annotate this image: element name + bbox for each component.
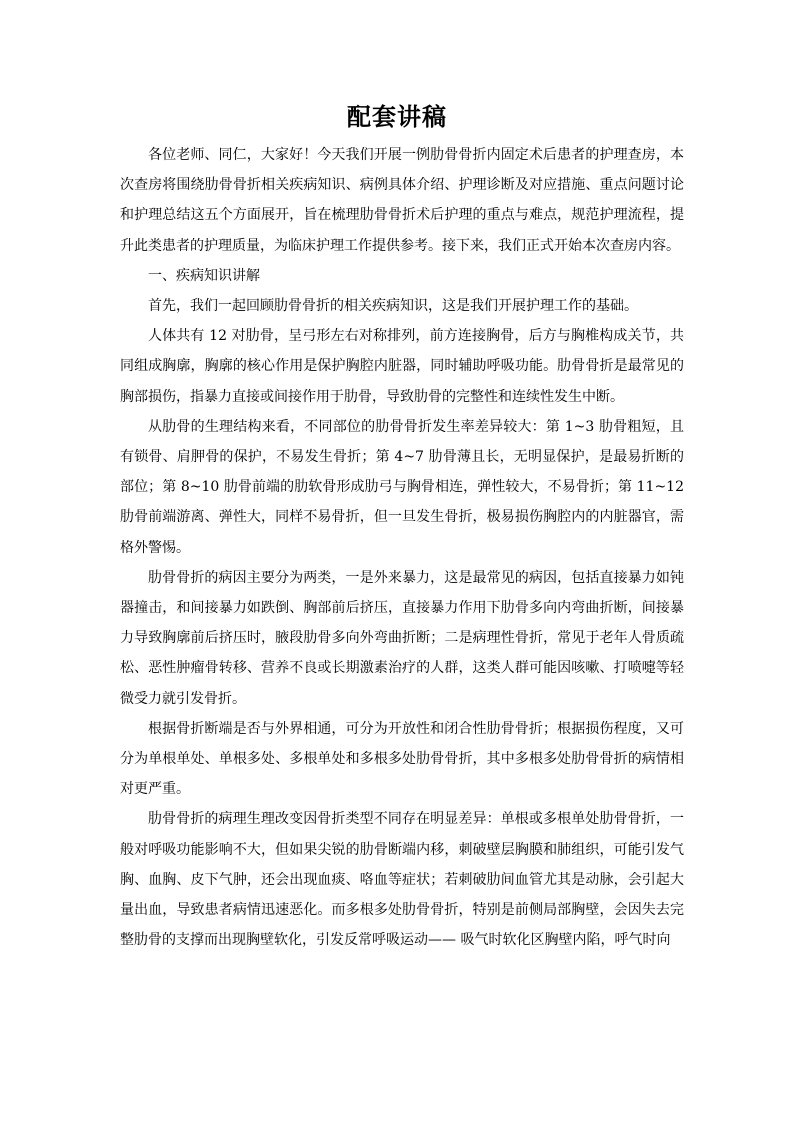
- paragraph: 肋骨骨折的病理生理改变因骨折类型不同存在明显差异：单根或多根单处肋骨骨折，一般对呼吸功能影响不大，但如果尖锐的肋骨断端内移，刺破壁层胸膜和肺组织，可能引发气胸、血胸、皮下气肿，还会出现血痰、咯血等症状；若刺破肋间血管尤其是动脉，会引起大量出血，导致患者病情迅速恶化。而多根多处肋骨骨折，特别是前侧局部胸壁，会因失去完整肋骨的支撑而出现胸壁软化，引发反常呼吸运动—— 吸气时软化区胸壁内陷，呼气时向: [120, 811, 684, 949]
- document-body: [120, 140, 684, 955]
- section-heading: 一、疾病知识讲解: [148, 267, 260, 284]
- paragraph: 从肋骨的生理结构来看，不同部位的肋骨骨折发生率差异较大：第 1~3 肋骨粗短，且有锁骨、肩胛骨的保护，不易发生骨折；第 4~7 肋骨薄且长，无明显保护，是最易折断的部位；第 8~10 肋骨前端的肋软骨形成肋弓与胸骨相连，弹性较大，不易骨折；第 11~12 肋骨前端游离、弹性大，同样不易骨折，但一旦发生骨折，极易损伤胸腔内的内脏器官，需格外警惕。: [120, 418, 684, 556]
- paragraph: 根据骨折断端是否与外界相通，可分为开放性和闭合性肋骨骨折；根据损伤程度，又可分为单根单处、单根多处、多根单处和多根多处肋骨骨折，其中多根多处肋骨骨折的病情相对更严重。: [120, 720, 684, 798]
- paragraph: 首先，我们一起回顾肋骨骨折的相关疾病知识，这是我们开展护理工作的基础。: [148, 298, 638, 315]
- paragraph: 人体共有 12 对肋骨，呈弓形左右对称排列，前方连接胸骨，后方与胸椎构成关节，共同组成胸廓，胸廓的核心作用是保护胸腔内脏器，同时辅助呼吸功能。肋骨骨折是最常见的胸部损伤，指暴力直接或间接作用于肋骨，导致肋骨的完整性和连续性发生中断。: [120, 328, 684, 405]
- paragraph: 肋骨骨折的病因主要分为两类，一是外来暴力，这是最常见的病因，包括直接暴力如钝器撞击，和间接暴力如跌倒、胸部前后挤压，直接暴力作用下肋骨多向内弯曲折断，间接暴力导致胸廓前后挤压时，腋段肋骨多向外弯曲折断；二是病理性骨折，常见于老年人骨质疏松、恶性肿瘤骨转移、营养不良或长期激素治疗的人群，这类人群可能因咳嗽、打喷嚏等轻微受力就引发骨折。: [120, 569, 684, 707]
- intro-paragraph: 各位老师、同仁，大家好！今天我们开展一例肋骨骨折内固定术后患者的护理查房，本次查房将围绕肋骨骨折相关疾病知识、病例具体介绍、护理诊断及对应措施、重点问题讨论和护理总结这五个方面展开，旨在梳理肋骨骨折术后护理的重点与难点，规范护理流程，提升此类患者的护理质量，为临床护理工作提供参考。接下来，我们正式开始本次查房内容。: [120, 147, 684, 254]
- page-title: 配套讲稿: [347, 102, 447, 131]
